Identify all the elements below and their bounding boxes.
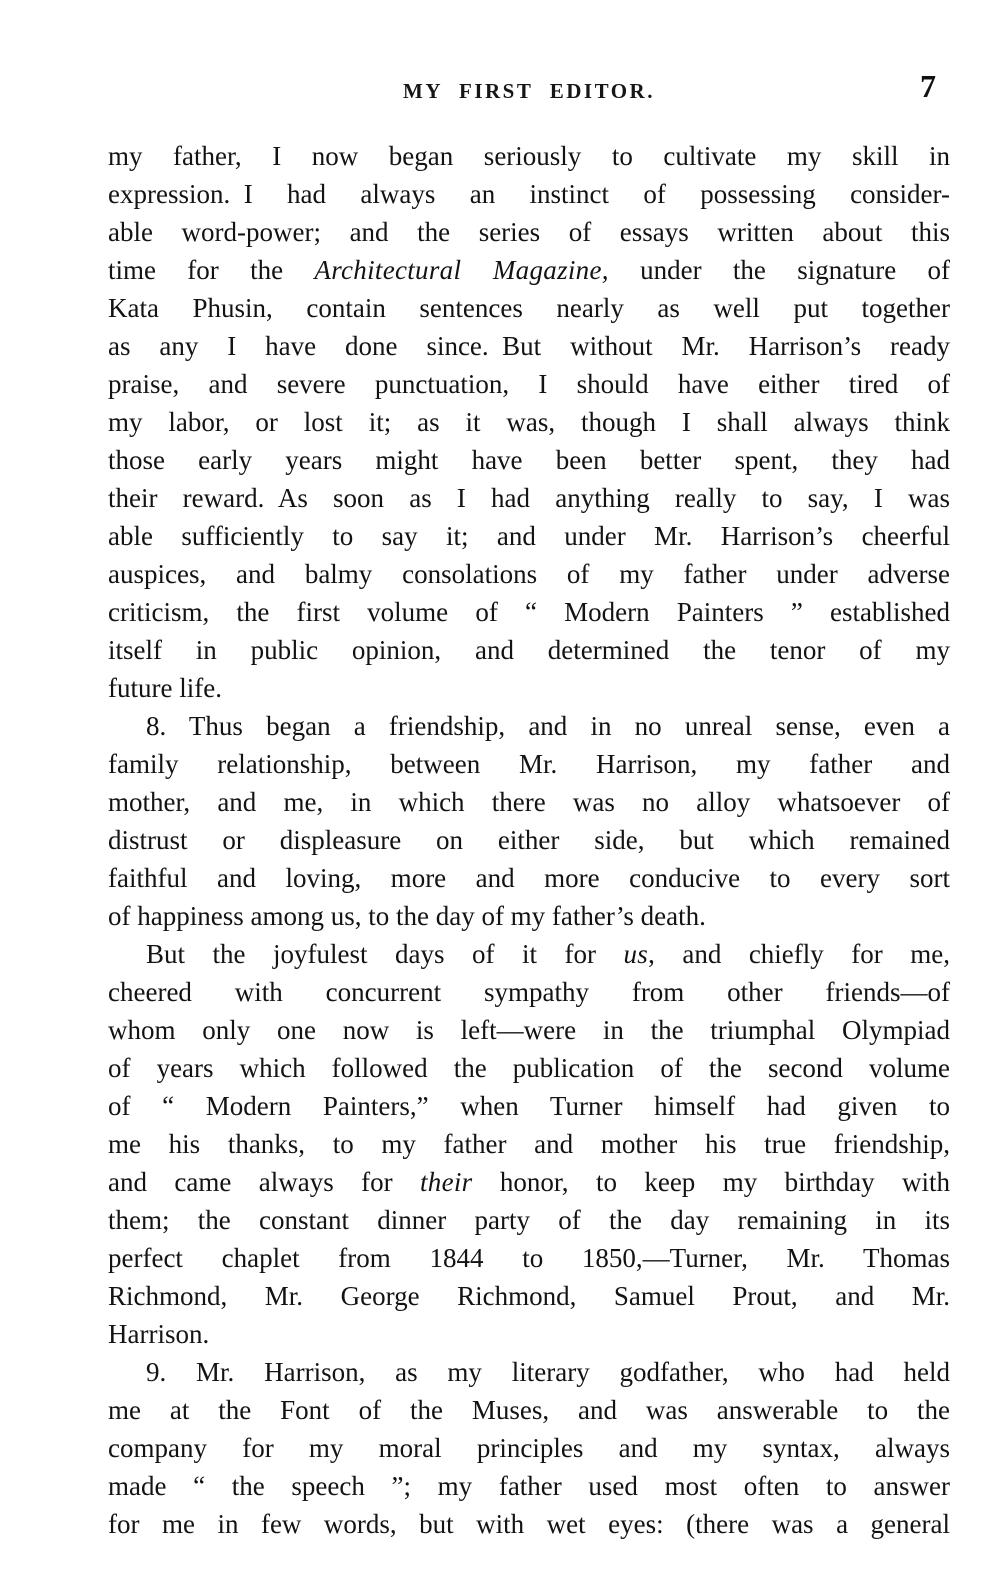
text-line: 9. Mr. Harrison, as my literary godfather, who had held [146, 1357, 950, 1387]
text-line: as any I have done since. But without Mr. Harrison’s ready [108, 331, 950, 361]
text-line: faithful and loving, more and more conducive to every sort [108, 863, 950, 893]
text-line: those early years might have been better spent, they had [108, 445, 950, 475]
text-line: auspices, and balmy consolations of my father under adverse [108, 559, 950, 589]
text-line: future life. [108, 673, 222, 703]
text-line: 8. Thus began a friendship, and in no unreal sense, even a [146, 711, 950, 741]
running-title: MY FIRST EDITOR. [403, 79, 655, 103]
page-number: 7 [920, 68, 936, 104]
paragraph-4 [108, 1353, 950, 1543]
paragraph-1 [108, 137, 950, 707]
text-line: Richmond, Mr. George Richmond, Samuel Prout, and Mr. [108, 1281, 950, 1311]
italic-text: us [623, 939, 649, 969]
text-line: perfect chaplet from 1844 to 1850,—Turner, Mr. Thomas [108, 1243, 950, 1273]
text-line: Harrison. [108, 1319, 210, 1349]
text-line: able word-power; and the series of essays written about this [108, 217, 950, 247]
text-line: cheered with concurrent sympathy from other friends—of [108, 977, 950, 1007]
text-line: of “ Modern Painters,” when Turner himself had given to [108, 1091, 950, 1121]
text-line: my father, I now began seriously to cultivate my skill in [108, 141, 950, 171]
text-line: But the joyfulest days of it for us, and chiefly for me, [146, 939, 950, 969]
text-line: able sufficiently to say it; and under Mr. Harrison’s cheerful [108, 521, 950, 551]
text-line: praise, and severe punctuation, I should have either tired of [108, 369, 950, 399]
text-line: me his thanks, to my father and mother his true friendship, [108, 1129, 950, 1159]
text-line: criticism, the first volume of “ Modern Painters ” established [108, 597, 950, 627]
text-line: distrust or displeasure on either side, but which remained [108, 825, 950, 855]
text-line: itself in public opinion, and determined the tenor of my [108, 635, 950, 665]
text-line: for me in few words, but with wet eyes: (there was a general [108, 1509, 950, 1539]
text-line: family relationship, between Mr. Harrison, my father and [108, 749, 950, 779]
text-line: expression. I had always an instinct of possessing consider- [108, 179, 950, 209]
text-line: Kata Phusin, contain sentences nearly as well put together [108, 293, 950, 323]
italic-text: Architectural Magazine, [314, 255, 609, 285]
italic-text: their [419, 1167, 473, 1197]
text-line: of years which followed the publication of the second volume [108, 1053, 950, 1083]
text-line: mother, and me, in which there was no alloy whatsoever of [108, 787, 950, 817]
text-line: of happiness among us, to the day of my father’s death. [108, 901, 706, 931]
text-line: whom only one now is left—were in the triumphal Olympiad [108, 1015, 950, 1045]
text-line: company for my moral principles and my syntax, always [108, 1433, 950, 1463]
text-line: me at the Font of the Muses, and was answerable to the [108, 1395, 950, 1425]
text-line: their reward. As soon as I had anything really to say, I was [108, 483, 950, 513]
page-body [108, 137, 950, 1543]
text-line: them; the constant dinner party of the day remaining in its [108, 1205, 950, 1235]
paragraph-3 [108, 935, 950, 1353]
text-line: time for the Architectural Magazine, under the signature of [108, 255, 950, 285]
paragraph-2 [108, 707, 950, 935]
text-line: made “ the speech ”; my father used most often to answer [108, 1471, 950, 1501]
text-line: my labor, or lost it; as it was, though I shall always think [108, 407, 950, 437]
text-line: and came always for their honor, to keep my birthday with [108, 1167, 950, 1197]
page-header [108, 68, 950, 116]
